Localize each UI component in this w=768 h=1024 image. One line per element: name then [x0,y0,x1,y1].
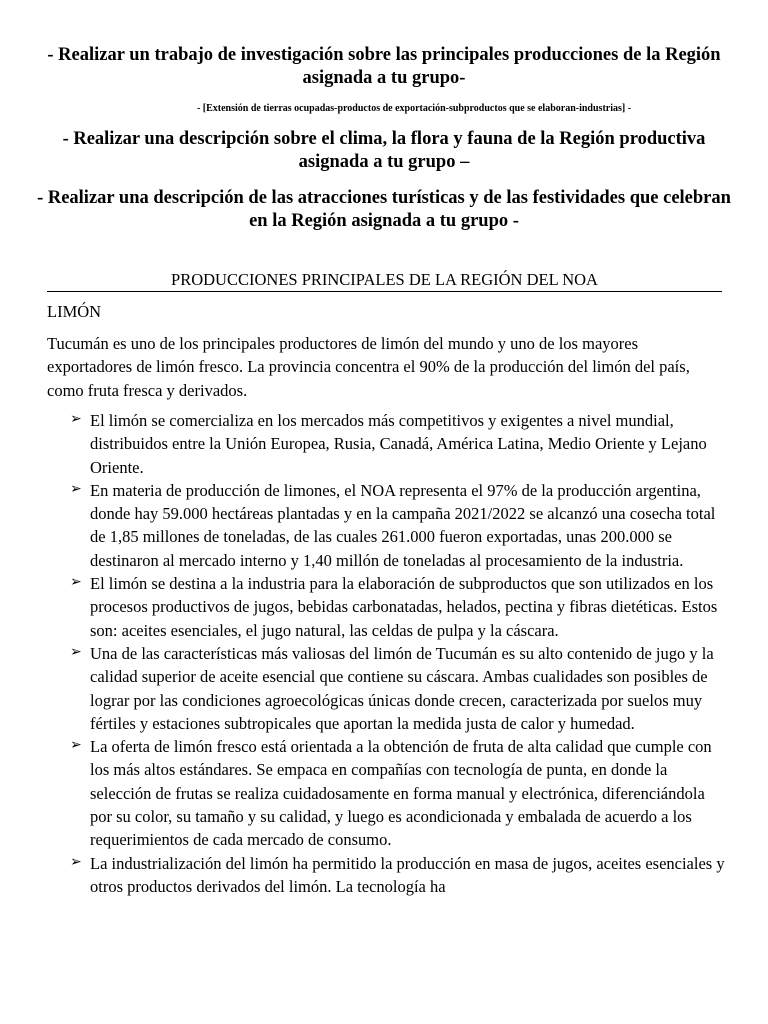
arrowhead-bullet-icon: ➢ [70,854,82,870]
list-item [47,642,725,735]
list-item-text: Una de las características más valiosas del limón de Tucumán es su alto contenido de jugo y la calidad superior de aceite esencial que contiene su cáscara. Ambas cualidades son posibles de lograr por las condiciones agroecológicas únicas donde crecen, caracterizada por suelos muy fértiles y estaciones subtropicales que aportan la medida justa de calor y humedad. [90,643,714,733]
list-item-text: En materia de producción de limones, el NOA representa el 97% de la producción argentina, donde hay 59.000 hectáreas plantadas y en la campaña 2021/2022 se alcanzó una cosecha total de 1,85 millones de toneladas, de las cuales 261.000 fueron exportadas, unas 200.000 se destinaron al mercado interno y 1,40 millón de toneladas al procesamiento de la industria. [90,480,716,570]
list-item [47,409,725,479]
list-item [47,735,725,851]
list-item-text: El limón se destina a la industria para la elaboración de subproductos que son utilizados en los procesos productivos de jugos, bebidas carbonatadas, helados, pectina y fibras dietéticas. Estos son: aceites esenciales, el jugo natural, las celdas de pulpa y la cáscara. [90,574,718,640]
list-item-text: El limón se comercializa en los mercados más competitivos y exigentes a nivel mundial, distribuidos entre la Unión Europea, Rusia, Canadá, América Latina, Medio Oriente y Lejano Oriente. [90,411,707,477]
task-climate-flora-fauna: - Realizar una descripción sobre el clima, la flora y fauna de la Región productiva asignada a tu grupo – [62,129,706,172]
arrowhead-bullet-icon: ➢ [70,738,82,754]
list-item [47,479,725,572]
bullet-list [47,409,725,898]
arrowhead-bullet-icon: ➢ [70,412,82,427]
task-tourism-festivities: - Realizar una descripción de las atracciones turísticas y de las festividades que celebran en la Región asignada a tu grupo - [37,188,731,231]
task-research-note: - [Extensión de tierras ocupadas-productos de exportación-subproductos que se elaboran-industrias] - [196,103,632,114]
list-item [47,572,725,642]
subheading-limon: LIMÓN [47,302,102,321]
list-item [47,852,725,899]
list-item-text: La oferta de limón fresco está orientada a la obtención de fruta de alta calidad que cumple con los más altos estándares. Se empaca en compañías con tecnología de punta, en donde la selección de frutas se realiza cuidadosamente en forma manual y electrónica, diferenciándola por su color, su tamaño y su calidad, y luego es acondicionada y embalada de acuerdo a los requerimientos de cada mercado de consumo. [90,737,712,850]
list-item-text: La industrialización del limón ha permitido la producción en masa de jugos, aceites esenciales y otros productos derivados del limón. La tecnología ha [90,853,725,896]
arrowhead-bullet-icon: ➢ [70,575,82,591]
task-research-productions: - Realizar un trabajo de investigación sobre las principales producciones de la Región asignada a tu grupo- [47,45,721,88]
section-title: PRODUCCIONES PRINCIPALES DE LA REGIÓN DEL NOA [47,270,722,292]
arrowhead-bullet-icon: ➢ [70,644,82,660]
intro-paragraph: Tucumán es uno de los principales productores de limón del mundo y uno de los mayores exportadores de limón fresco. La provincia concentra el 90% de la producción del limón del país, como fruta fresca y derivados. [47,334,690,400]
arrowhead-bullet-icon: ➢ [70,481,82,497]
